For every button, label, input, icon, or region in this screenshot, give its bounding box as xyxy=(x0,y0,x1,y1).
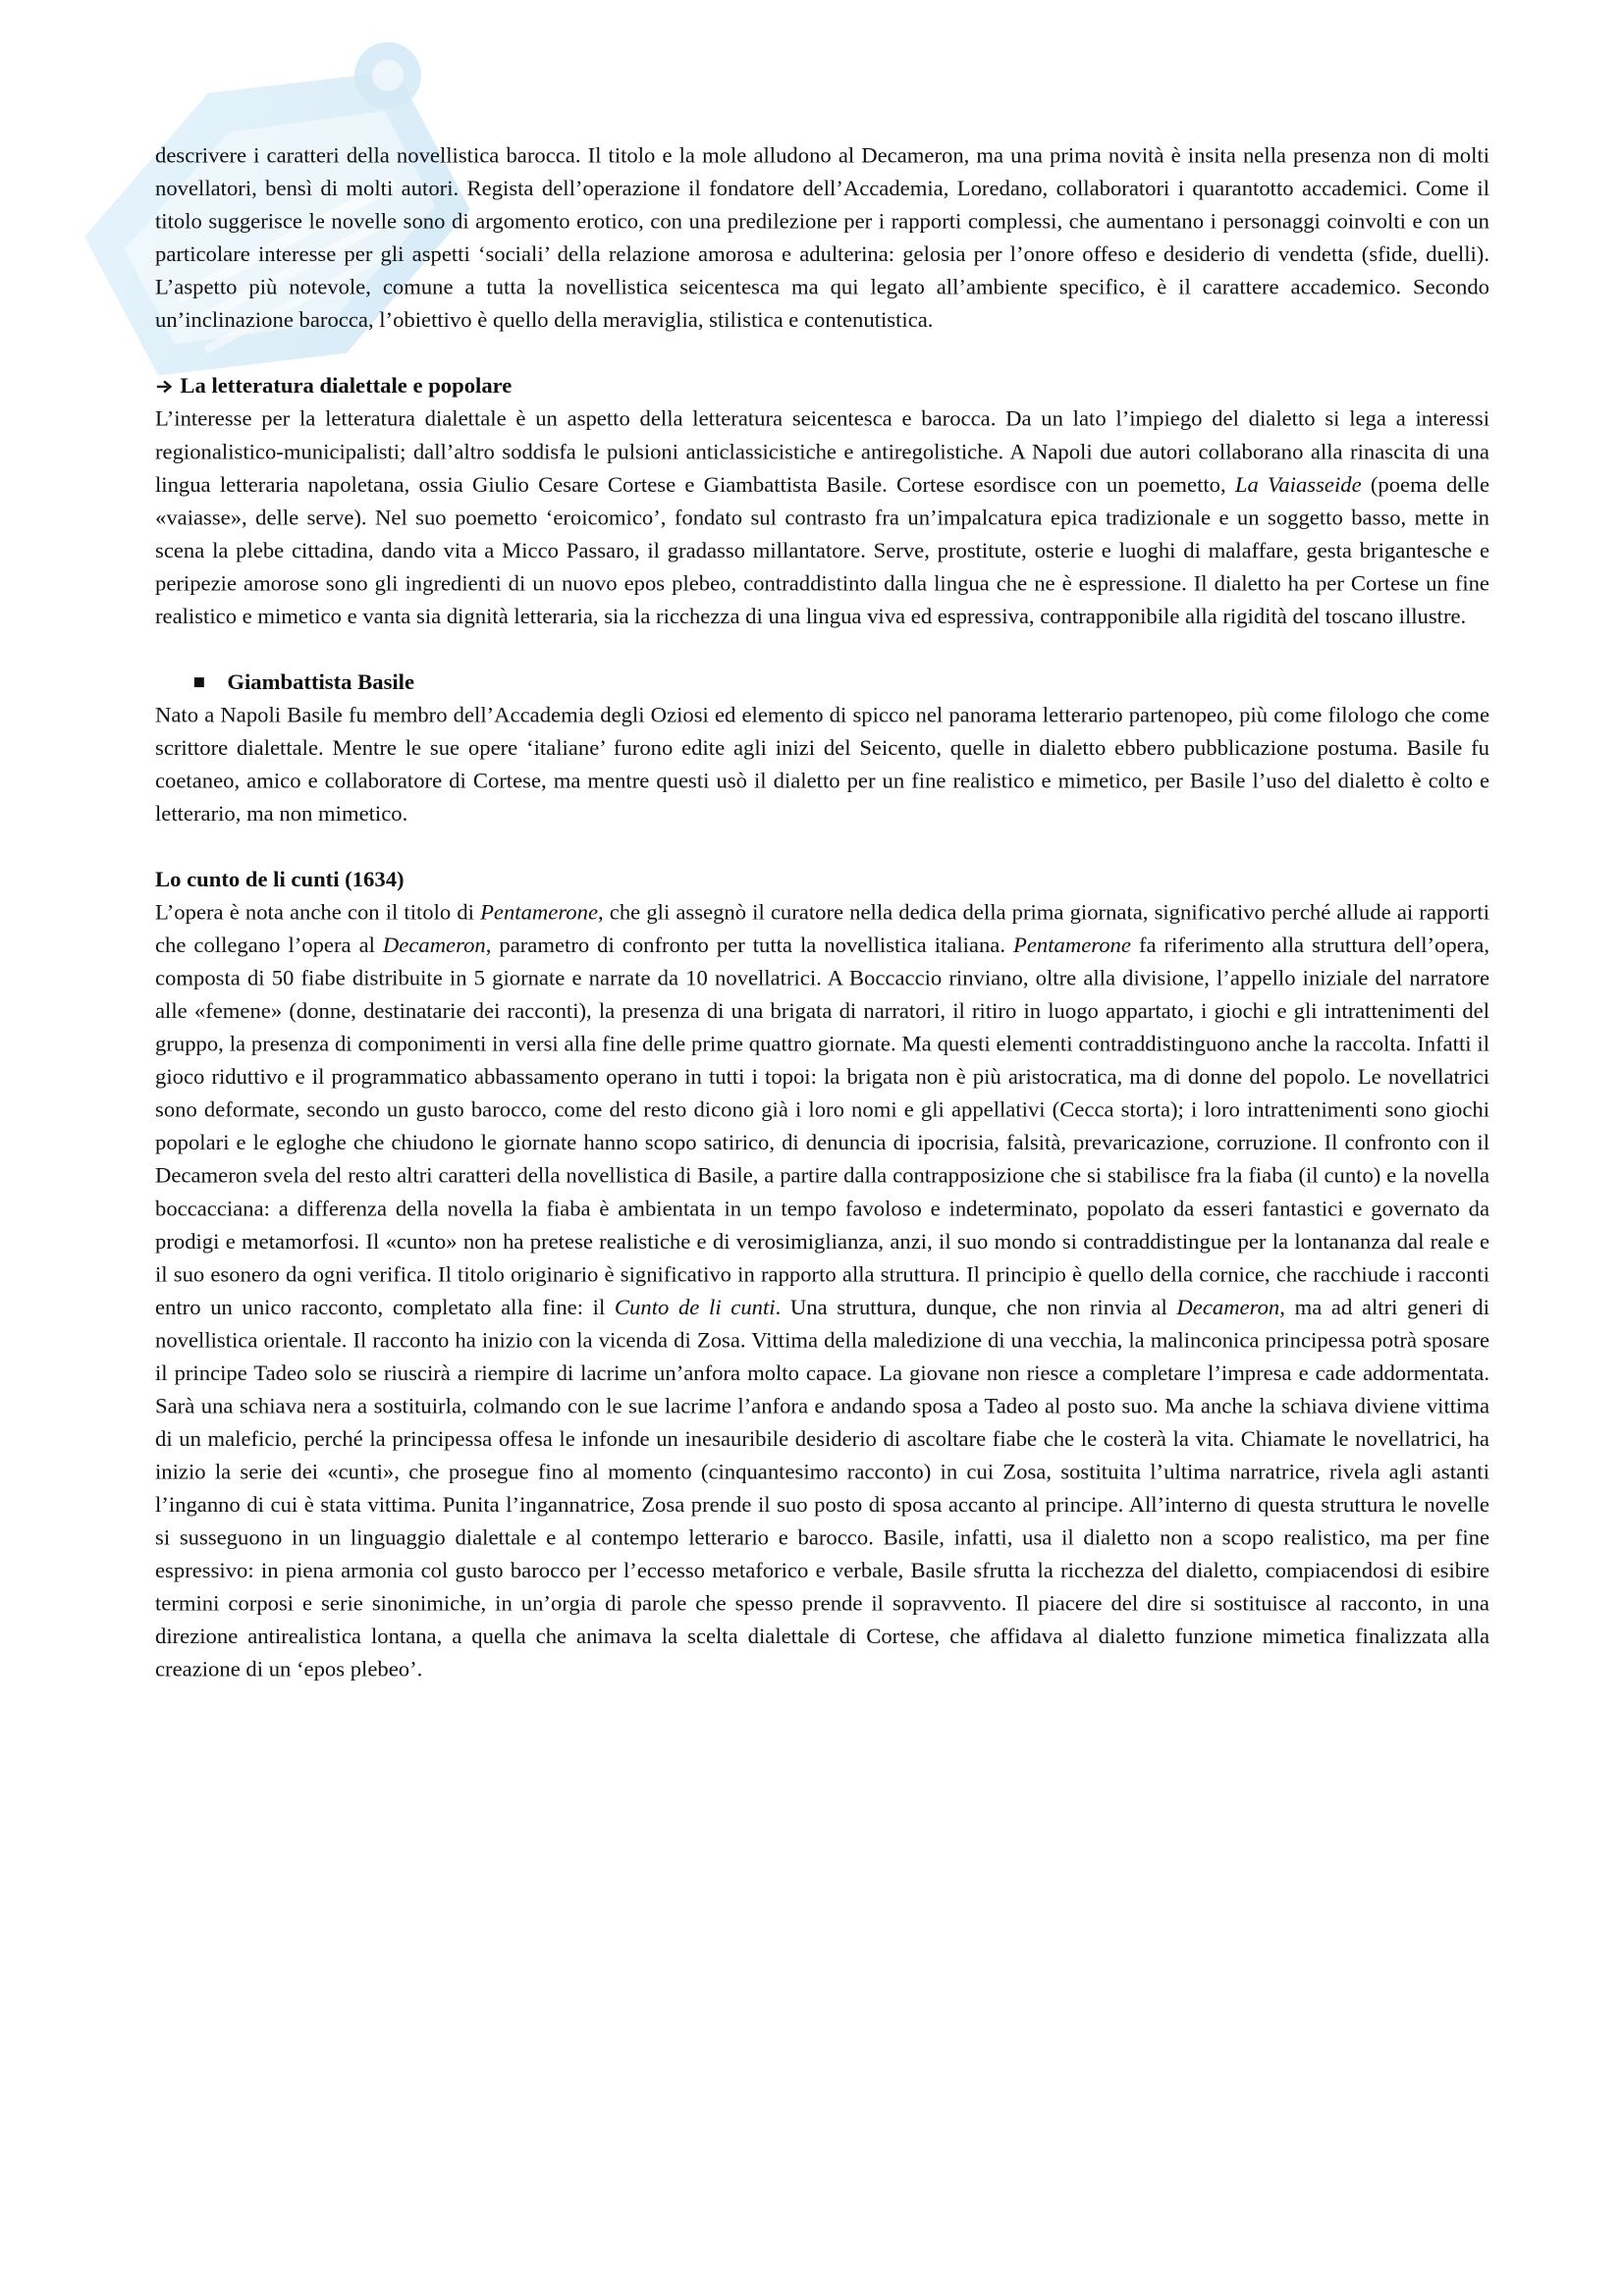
cunto-italic-5: Decameron xyxy=(1176,1295,1280,1320)
dialettale-heading-row xyxy=(155,370,1489,403)
spacer xyxy=(155,830,1489,864)
cunto-text-3: , parametro di confronto per tutta la novellistica italiana. xyxy=(485,934,1014,958)
section-heading-dialettale: La letteratura dialettale e popolare xyxy=(180,374,513,399)
cunto-text-1: L’opera è nota anche con il titolo di xyxy=(155,900,481,925)
dialettale-paragraph xyxy=(155,402,1489,633)
arrow-right-icon xyxy=(155,377,173,395)
basile-paragraph: Nato a Napoli Basile fu membro dell’Accademia degli Oziosi ed elemento di spicco nel panorama letterario partenopeo, più come filologo che come scrittore dialettale. Mentre le sue opere ‘italiane’ furono edite agli inizi del Seicento, quelle in dialetto ebbero pubblicazione postuma. Basile fu coetaneo, amico e collaboratore di Cortese, ma mentre questi usò il dialetto per un fine realistico e mimetico, per Basile l’uso del dialetto è colto e letterario, ma non mimetico. xyxy=(155,703,1489,827)
cunto-italic-3: Pentamerone xyxy=(1013,934,1131,958)
spacer xyxy=(155,633,1489,667)
cunto-italic-2: Decameron xyxy=(382,934,486,958)
section-heading-basile: Giambattista Basile xyxy=(227,669,415,695)
document-content xyxy=(155,139,1489,1686)
cunto-italic-1: Pentamerone xyxy=(480,900,599,925)
section-heading-cunto: Lo cunto de li cunti (1634) xyxy=(155,868,405,892)
cunto-text-6: , ma ad altri generi di novellistica orientale. Il racconto ha inizio con la vicenda di Zosa. Vittima della maledizione di una vecchia, la malinconica principessa potrà sposare il principe Tadeo solo se riuscirà a riempire di lacrime un’anfora molto capace. La giovane non riesce a completare l’impresa e cade addormentata. Sarà una schiava nera a sostituirla, colmando con le sue lacrime l’anfora e andando sposa a Tadeo al posto suo. Ma anche la schiava diviene vittima di un maleficio, perché la principessa offesa le infonde un inesauribile desiderio di ascoltare fiabe che le costerà la vita. Chiamate le novellatrici, ha inizio la serie dei «cunti», che prosegue fino al momento (cinquantesimo racconto) in cui Zosa, sostituita l’ultima narratrice, rivela agli astanti l’inganno di cui è stata vittima. Punita l’ingannatrice, Zosa prende il suo posto di sposa accanto al principe. All’interno di questa struttura le novelle si susseguono in un linguaggio dialettale e al contempo letterario e barocco. Basile, infatti, usa il dialetto non a scopo realistico, ma per fine espressivo: in piena armonia col gusto barocco per l’eccesso metaforico e verbale, Basile sfrutta la ricchezza del dialetto, compiacendosi di esibire termini corposi e serie sinonimiche, in un’orgia di parole che spesso prende il sopravvento. Il piacere del dire si sostituisce al racconto, in una direzione antirealistica lontana, a quella che animava la scelta dialettale di Cortese, che affidava al dialetto funzione mimetica finalizzata alla creazione di un ‘epos plebeo’. xyxy=(155,1295,1489,1682)
dialettale-text-part2: (poema delle «vaiasse», delle serve). Nel suo poemetto ‘eroicomico’, fondato sul contrasto fra un’impalcatura epica tradizionale e un soggetto basso, mette in scena la plebe cittadina, dando vita a Micco Passaro, il gradasso millantatore. Serve, prostitute, osterie e luoghi di malaffare, gesta brigantesche e peripezie amorose sono gli ingredienti di un nuovo epos plebeo, contraddistinto dalla lingua che ne è espressione. Il dialetto ha per Cortese un fine realistico e mimetico e vanta sia dignità letteraria, sia la ricchezza di una lingua viva ed espressiva, contrapponibile alla rigidità del toscano illustre. xyxy=(155,472,1489,629)
cunto-italic-4: Cunto de li cunti xyxy=(614,1295,776,1320)
cunto-paragraph xyxy=(155,896,1489,1686)
dialettale-text-part1: L’interesse per la letteratura dialettale è un aspetto della letteratura seicentesca e barocca. Da un lato l’impiego del dialetto si lega a interessi regionalistico-municipalisti; dall’altro soddisfa le pulsioni anticlassicistiche e antiregolistiche. A Napoli due autori collaborano alla rinascita di una lingua letteraria napoletana, ossia Giulio Cesare Cortese e Giambattista Basile. Cortese esordisce con un poemetto, xyxy=(155,406,1489,498)
bullet-square-icon xyxy=(194,677,204,687)
spacer xyxy=(155,337,1489,370)
basile-heading-row xyxy=(155,666,1489,699)
cunto-text-5: . Una struttura, dunque, che non rinvia al xyxy=(775,1295,1177,1320)
dialettale-italic-title: La Vaiasseide xyxy=(1234,472,1362,498)
intro-paragraph: descrivere i caratteri della novellistica barocca. Il titolo e la mole alludono al Decameron, ma una prima novità è insita nella presenza non di molti novellatori, bensì di molti autori. Regista dell’operazione il fondatore dell’Accademia, Loredano, collaboratori i quarantotto accademici. Come il titolo suggerisce le novelle sono di argomento erotico, con una predilezione per i rapporti complessi, che aumentano i personaggi coinvolti e con un particolare interesse per gli aspetti ‘sociali’ della relazione amorosa e adulterina: gelosia per l’onore offeso e desiderio di vendetta (sfide, duelli). L’aspetto più notevole, comune a tutta la novellistica seicentesca ma qui legato all’ambiente specifico, è il carattere accademico. Secondo un’inclinazione barocca, l’obiettivo è quello della meraviglia, stilistica e contenutistica. xyxy=(155,143,1489,333)
cunto-text-2: , che gli assegnò il curatore nella dedica della prima giornata, significativo perché allude ai rapporti che collegano l’opera al xyxy=(155,900,1489,958)
cunto-text-4: fa riferimento alla struttura dell’opera, composta di 50 fiabe distribuite in 5 giornate e narrate da 10 novellatrici. A Boccaccio rinviano, oltre alla divisione, l’appello iniziale del narratore alle «femene» (donne, destinatarie dei racconti), la presenza di una brigata di narratori, il ritiro in luogo appartato, i giochi e gli intrattenimenti del gruppo, la presenza di componimenti in versi alla fine delle prime quattro giornate. Ma questi elementi contraddistinguono anche la raccolta. Infatti il gioco riduttivo e il programmatico abbassamento operano in tutti i topoi: la brigata non è più aristocratica, ma di donne del popolo. Le novellatrici sono deformate, secondo un gusto barocco, come del resto dicono già i loro nomi e gli appellativi (Cecca storta); i loro intrattenimenti sono giochi popolari e le egloghe che chiudono le giornate hanno scopo satirico, di denuncia di ipocrisia, falsità, prevaricazione, corruzione. Il confronto con il Decameron svela del resto altri caratteri della novellistica di Basile, a partire dalla contrapposizione che si stabilisce fra la fiaba (il cunto) e la novella boccacciana: a differenza della novella la fiaba è ambientata in un tempo favoloso e indeterminato, popolato da esseri fantastici e governato da prodigi e metamorfosi. Il «cunto» non ha pretese realistiche e di verosimiglianza, anzi, il suo mondo si contraddistingue per la lontananza dal reale e il suo esonero da ogni verifica. Il titolo originario è significativo in rapporto alla struttura. Il principio è quello della cornice, che racchiude i racconti entro un unico racconto, completato alla fine: il xyxy=(155,934,1490,1320)
